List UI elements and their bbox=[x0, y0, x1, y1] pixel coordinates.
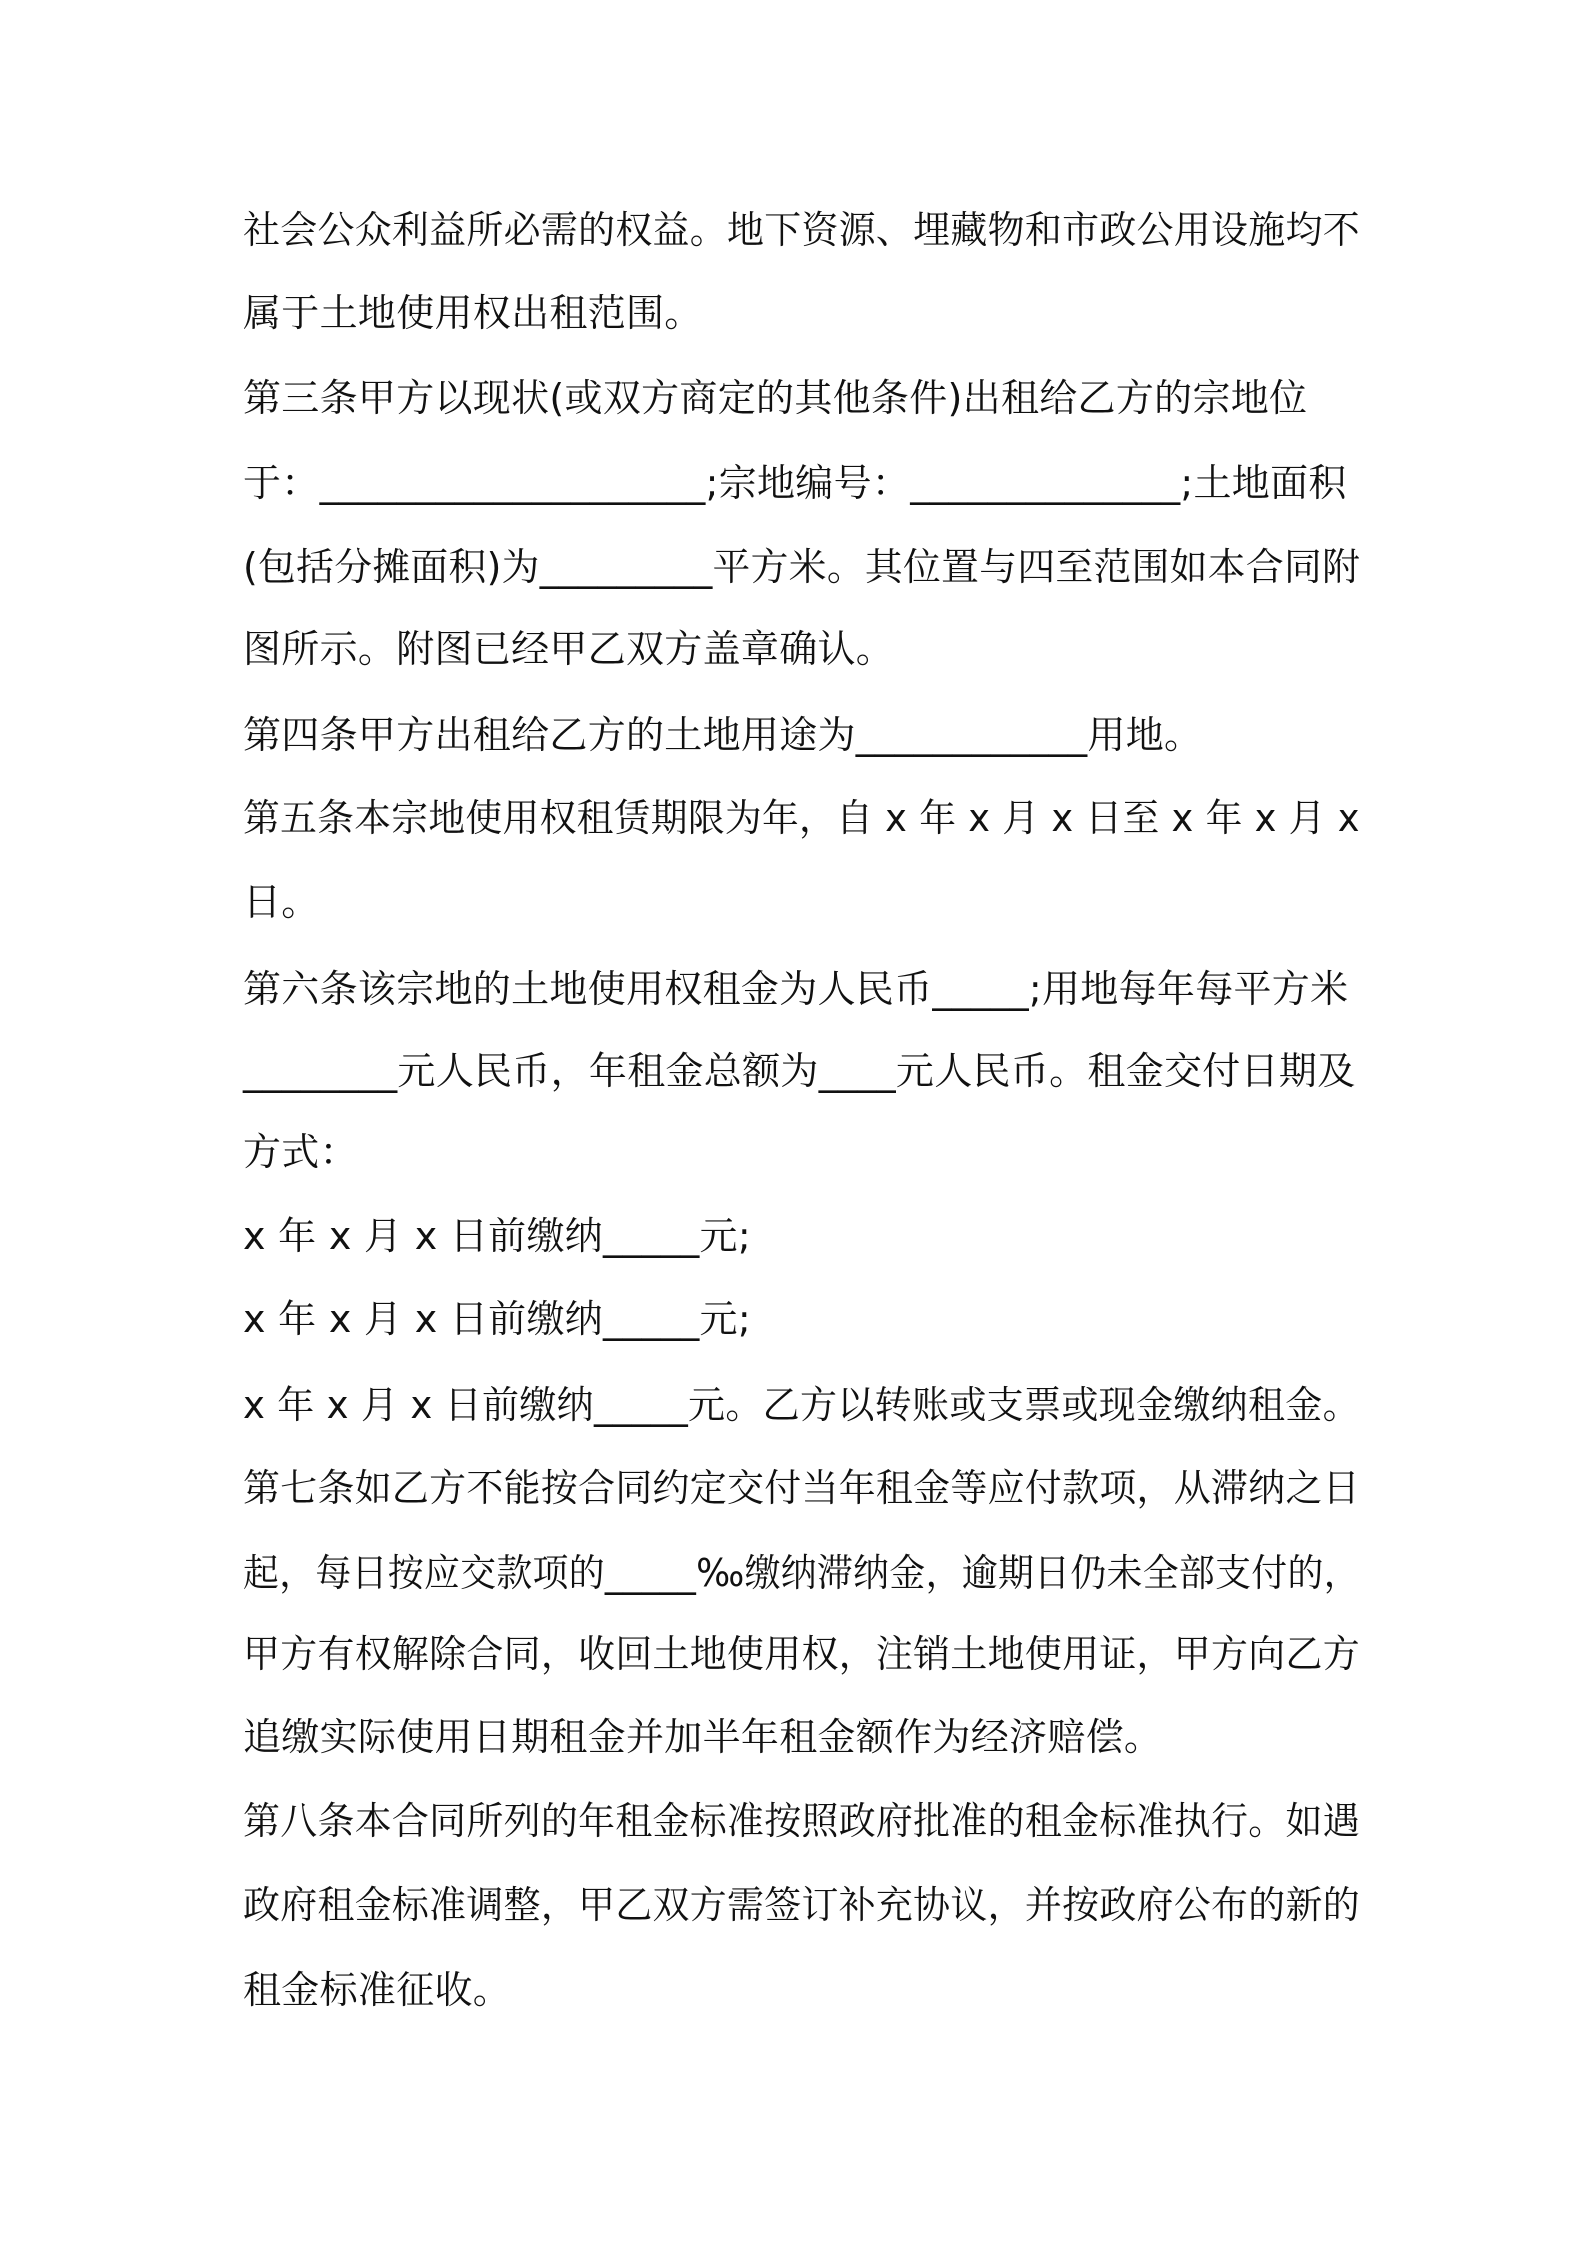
paragraph-line: 图所示。附图已经甲乙双方盖章确认。 bbox=[243, 627, 895, 671]
paragraph-line: 社会公众利益所必需的权益。地下资源、埋藏物和市政公用设施均不 bbox=[243, 208, 1360, 252]
paragraph-line: 第八条本合同所列的年租金标准按照政府批准的租金标准执行。如遇 bbox=[243, 1799, 1360, 1843]
paragraph-line: 方式： bbox=[243, 1130, 358, 1174]
paragraph-line: 属于土地使用权出租范围。 bbox=[243, 291, 703, 335]
paragraph-line: 日。 bbox=[243, 880, 320, 924]
paragraph-line: 于：____________________;宗地编号：______________;土地面积 bbox=[243, 461, 1347, 505]
paragraph-line: 第五条本宗地使用权租赁期限为年，自 x 年 x 月 x 日至 x 年 x 月 x bbox=[243, 796, 1360, 840]
paragraph-line: 第三条甲方以现状(或双方商定的其他条件)出租给乙方的宗地位 bbox=[243, 376, 1308, 420]
paragraph-line: ________元人民币，年租金总额为____元人民币。租金交付日期及 bbox=[243, 1049, 1356, 1093]
paragraph-line: 追缴实际使用日期租金并加半年租金额作为经济赔偿。 bbox=[243, 1715, 1163, 1759]
paragraph-line: x 年 x 月 x 日前缴纳_____元; bbox=[243, 1297, 751, 1341]
paragraph-line: 甲方有权解除合同，收回土地使用权，注销土地使用证，甲方向乙方 bbox=[243, 1632, 1360, 1676]
paragraph-line: 政府租金标准调整，甲乙双方需签订补充协议，并按政府公布的新的 bbox=[243, 1883, 1360, 1927]
paragraph-line: 租金标准征收。 bbox=[243, 1968, 512, 2012]
paragraph-line: (包括分摊面积)为_________平方米。其位置与四至范围如本合同附 bbox=[243, 545, 1361, 589]
paragraph-line: x 年 x 月 x 日前缴纳_____元。乙方以转账或支票或现金缴纳租金。 bbox=[243, 1383, 1360, 1427]
paragraph-line: x 年 x 月 x 日前缴纳_____元; bbox=[243, 1214, 751, 1258]
paragraph-line: 第六条该宗地的土地使用权租金为人民币_____;用地每年每平方米 bbox=[243, 967, 1349, 1011]
paragraph-line: 第七条如乙方不能按合同约定交付当年租金等应付款项，从滞纳之日 bbox=[243, 1466, 1360, 1510]
paragraph-line: 第四条甲方出租给乙方的土地用途为____________用地。 bbox=[243, 713, 1203, 757]
paragraph-line: 起，每日按应交款项的_____‰缴纳滞纳金，逾期日仍未全部支付的， bbox=[243, 1551, 1360, 1595]
